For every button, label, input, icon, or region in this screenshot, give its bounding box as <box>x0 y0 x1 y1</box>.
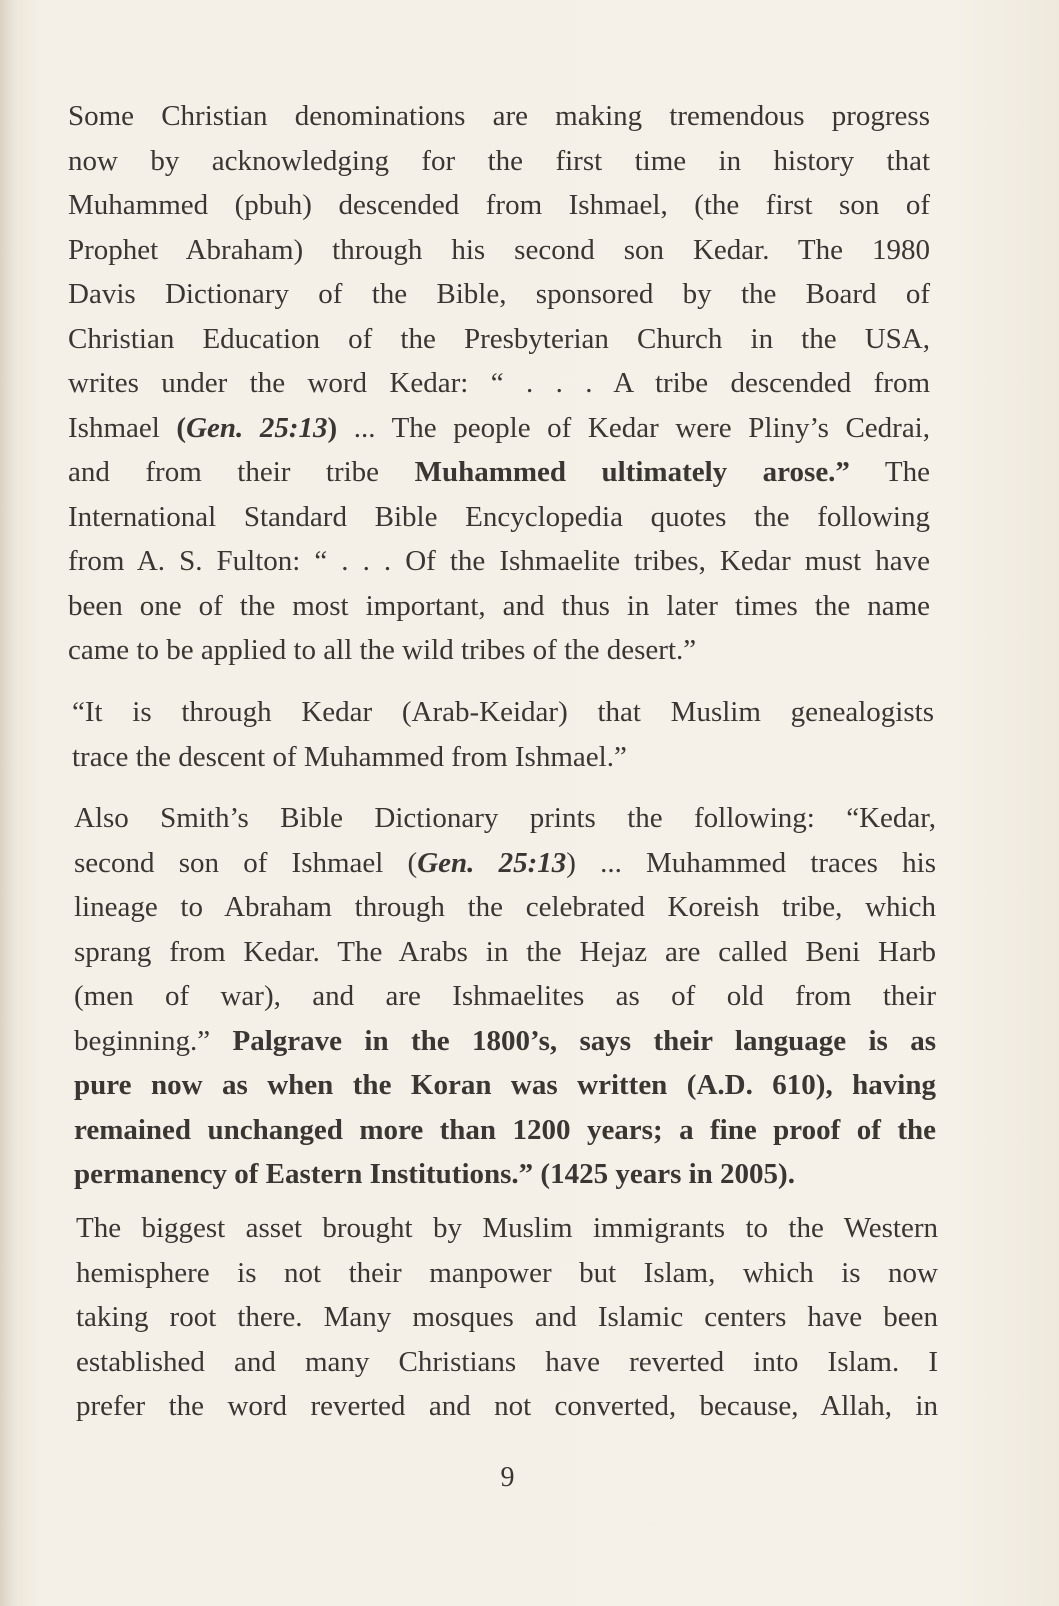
emphasis-text: ( <box>176 411 187 444</box>
text-segment: trace the descent of Muhammed from Ishmael.” <box>72 740 627 773</box>
text-segment: writes under the word Kedar: “ . . . A tribe descended from <box>68 367 930 399</box>
text-line <box>72 690 934 735</box>
text-segment: lineage to Abraham through the celebrated Koreish tribe, which <box>74 891 936 923</box>
text-segment: The biggest asset brought by Muslim immigrants to the Western <box>76 1212 938 1244</box>
text-segment: been one of the most important, and thus in later times the name <box>68 589 930 622</box>
text-segment: Some Christian denominations are making tremendous progress <box>68 100 930 132</box>
text-line <box>68 272 930 317</box>
text-line <box>74 796 936 841</box>
text-line <box>68 183 930 228</box>
text-segment: beginning.” <box>74 1024 233 1057</box>
text-line <box>68 406 930 451</box>
text-line <box>74 885 936 930</box>
text-line <box>68 361 930 406</box>
paragraph-kedar-dictionaries <box>68 94 930 673</box>
text-line <box>76 1384 938 1429</box>
paragraph-muslim-immigrants <box>76 1206 938 1429</box>
text-segment: International Standard Bible Encyclopedia quotes the following <box>68 500 930 533</box>
text-line <box>76 1251 938 1296</box>
text-line <box>74 1152 936 1197</box>
text-segment: and from their tribe <box>68 456 415 488</box>
text-line <box>68 628 930 673</box>
text-line <box>68 317 930 362</box>
text-line <box>74 1108 936 1153</box>
paragraph-smiths-dictionary <box>74 796 936 1197</box>
text-segment: prefer the word reverted and not converted, because, Allah, in <box>76 1390 938 1422</box>
emphasis-text: Muhammed ultimately arose.” <box>414 456 850 488</box>
emphasis-text: Palgrave in the 1800’s, says their language is as <box>232 1024 937 1057</box>
text-segment: came to be applied to all the wild tribes of the desert.” <box>68 634 697 666</box>
text-segment: taking root there. Many mosques and Islamic centers have been <box>76 1301 938 1333</box>
text-segment: now by acknowledging for the first time in history that <box>68 144 930 177</box>
text-line <box>76 1206 938 1251</box>
text-line <box>74 974 936 1019</box>
text-segment: The <box>849 456 931 488</box>
text-line <box>74 1019 936 1064</box>
paragraph-arab-keidar <box>72 690 934 779</box>
text-segment: second son of Ishmael ( <box>74 846 418 879</box>
text-line <box>76 1295 938 1340</box>
emphasis-text: permanency of Eastern Institutions.” (1425 years in 2005). <box>74 1158 795 1190</box>
emphasis-text: pure now as when the Koran was written (A.D. 610), having <box>74 1069 936 1101</box>
text-segment: “It is through Kedar (Arab-Keidar) that Muslim genealogists <box>72 696 934 728</box>
text-segment: (men of war), and are Ishmaelites as of old from their <box>74 980 936 1012</box>
text-line <box>68 139 930 184</box>
text-line <box>68 495 930 540</box>
text-line <box>68 450 930 495</box>
text-segment: from A. S. Fulton: “ . . . Of the Ishmaelite tribes, Kedar must have <box>68 545 930 577</box>
text-line <box>68 584 930 629</box>
emphasis-text: ) <box>327 411 338 444</box>
text-segment: Christian Education of the Presbyterian Church in the USA, <box>68 322 930 355</box>
text-line <box>74 930 936 975</box>
text-line <box>74 1063 936 1108</box>
text-segment: Also Smith’s Bible Dictionary prints the following: “Kedar, <box>74 802 936 834</box>
emphasis-text: Gen. 25:13 <box>186 411 328 444</box>
text-segment: Prophet Abraham) through his second son Kedar. The 1980 <box>68 233 930 266</box>
text-segment: Davis Dictionary of the Bible, sponsored by the Board of <box>68 278 930 310</box>
text-line <box>68 228 930 273</box>
text-line <box>76 1340 938 1385</box>
text-segment: sprang from Kedar. The Arabs in the Hejaz are called Beni Harb <box>74 935 936 968</box>
text-segment: established and many Christians have reverted into Islam. I <box>76 1345 938 1378</box>
page-number: 9 <box>500 1462 515 1493</box>
text-line <box>68 539 930 584</box>
emphasis-text: Gen. 25:13 <box>417 846 567 879</box>
text-segment: Ishmael <box>68 411 177 444</box>
text-segment: Muhammed (pbuh) descended from Ishmael, (the first son of <box>68 189 930 221</box>
text-segment: ... The people of Kedar were Pliny’s Cedrai, <box>337 411 930 444</box>
text-segment: hemisphere is not their manpower but Islam, which is now <box>76 1256 938 1289</box>
text-segment: ) ... Muhammed traces his <box>566 846 936 879</box>
emphasis-text: remained unchanged more than 1200 years; a fine proof of the <box>74 1113 936 1146</box>
text-line <box>72 735 934 780</box>
text-line <box>68 94 930 139</box>
text-line <box>74 841 936 886</box>
